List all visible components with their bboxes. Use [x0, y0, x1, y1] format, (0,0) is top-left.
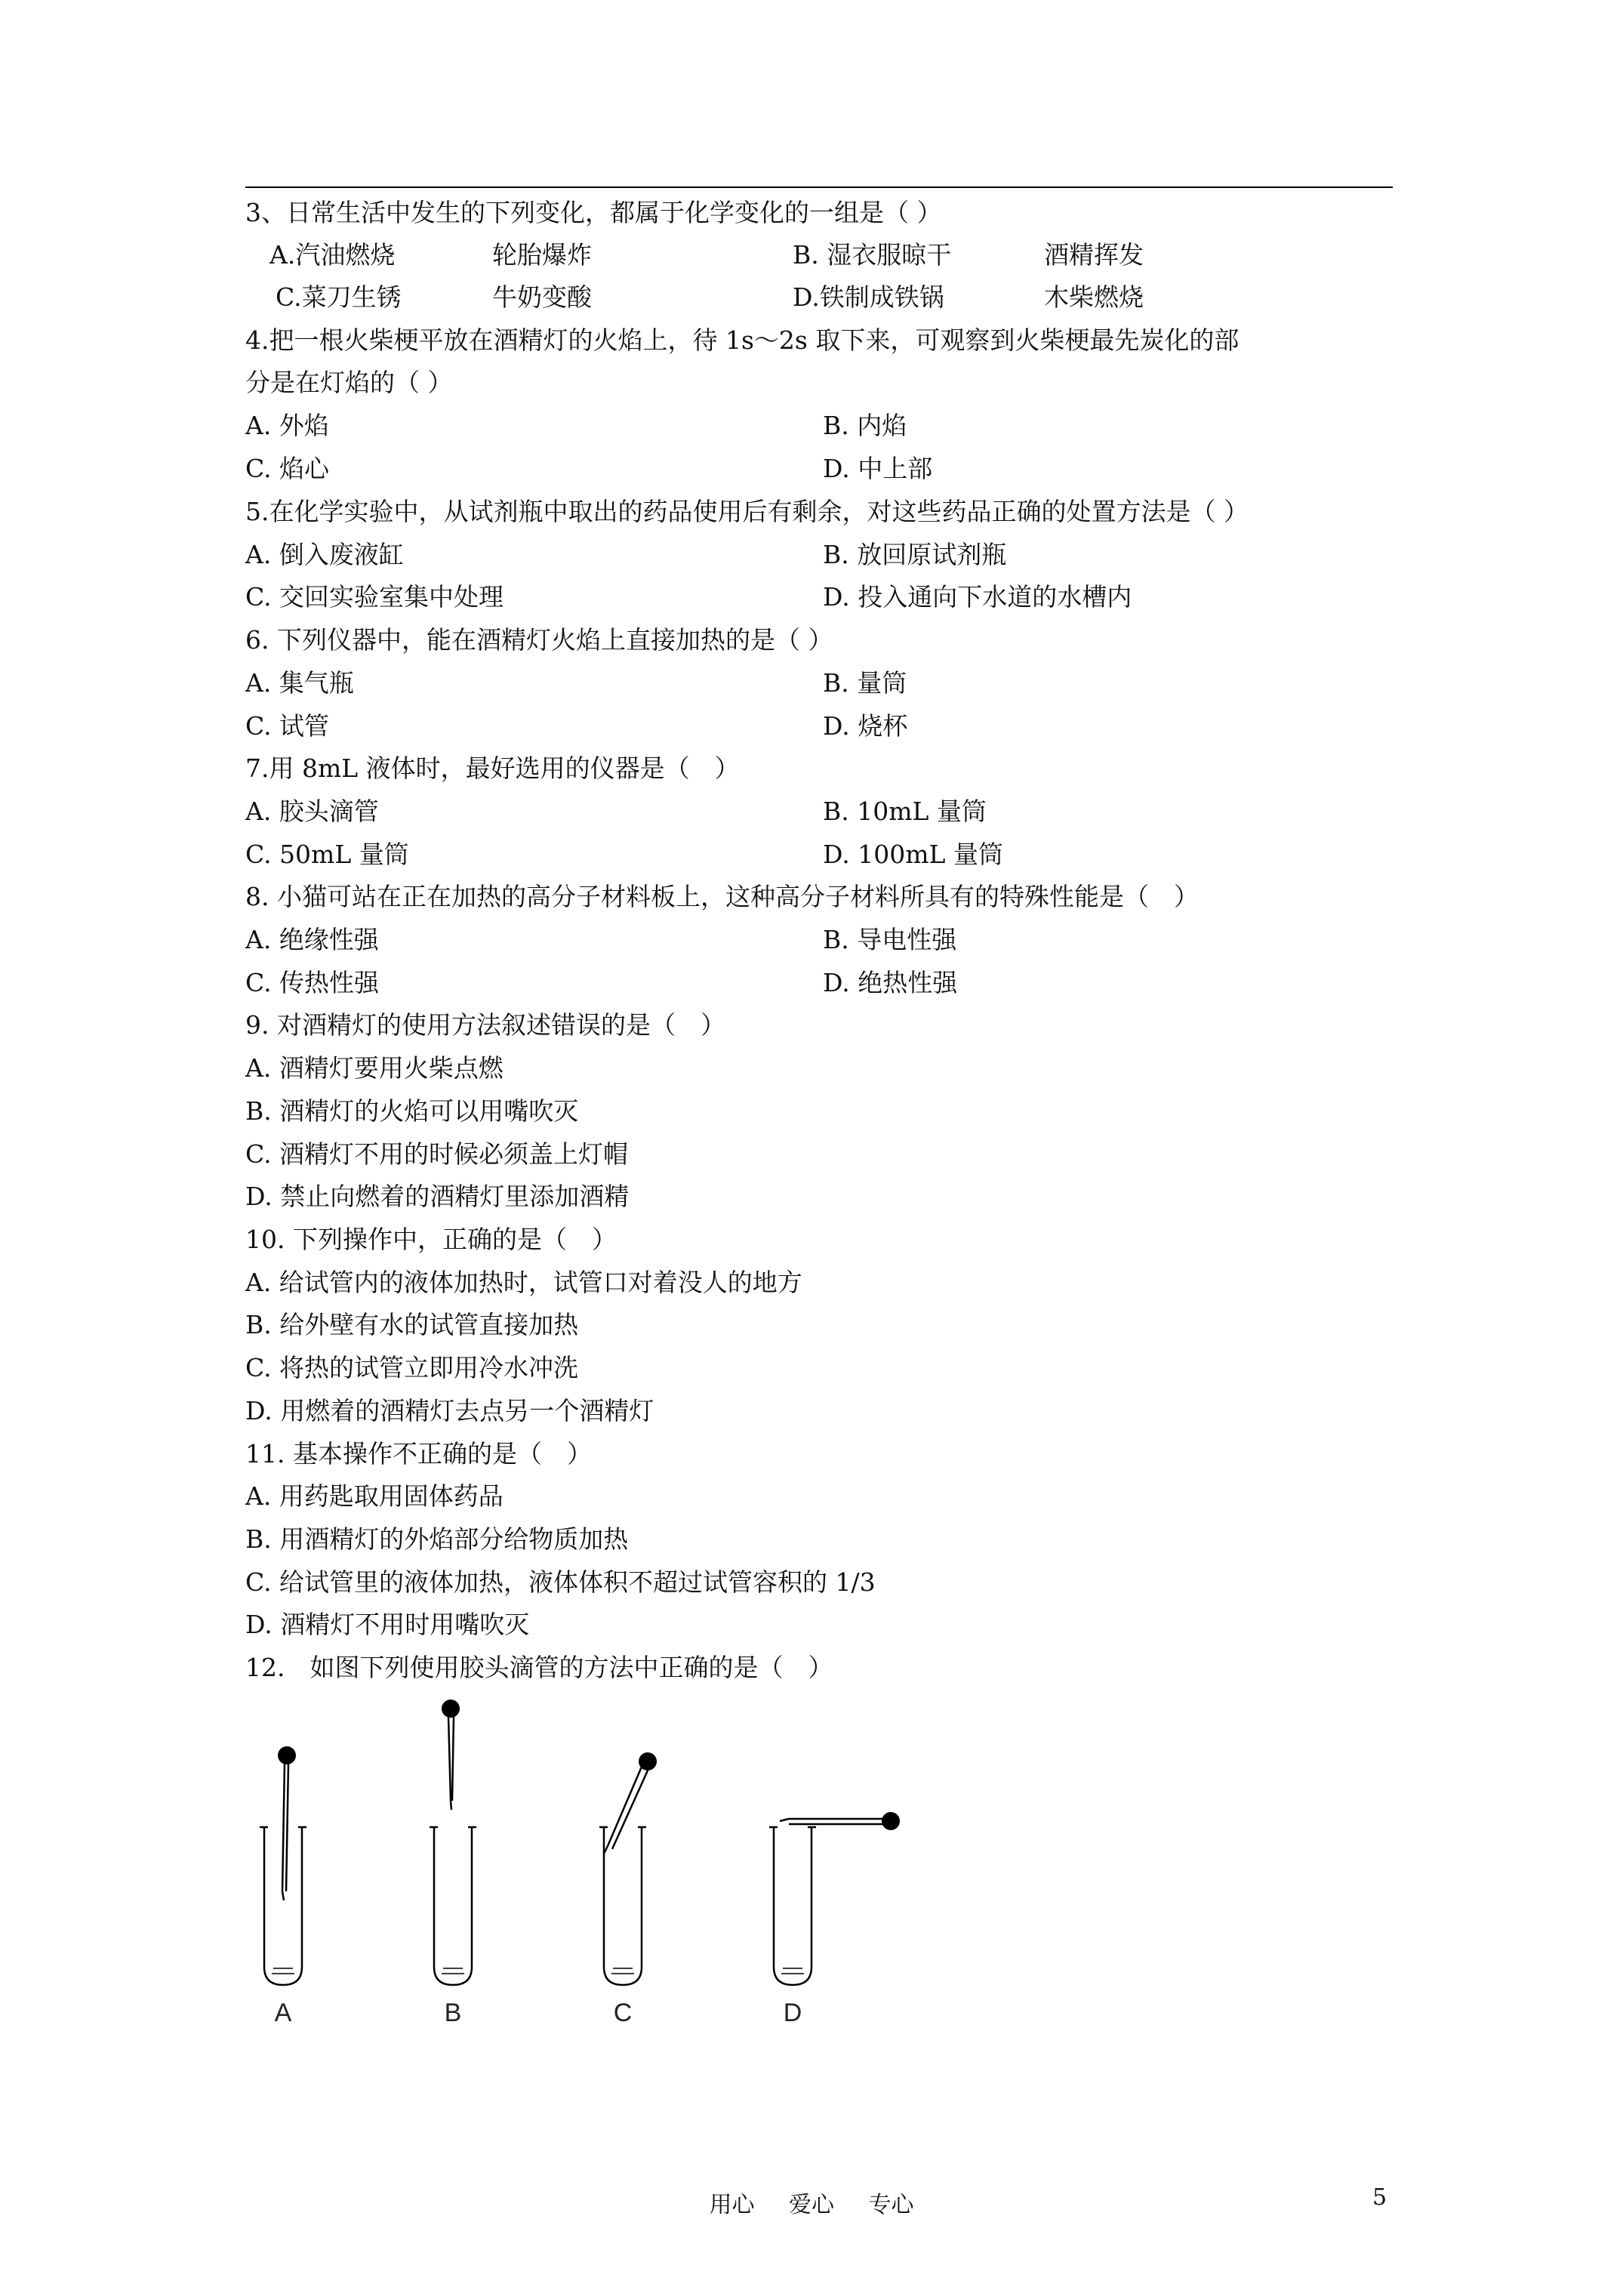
q10-option-d: D. 用燃着的酒精灯去点另一个酒精灯: [245, 1396, 654, 1425]
q3-option-b2: 酒精挥发: [1044, 240, 1144, 270]
q8-option-b: B. 导电性强: [823, 925, 957, 954]
q3-option-b1: B. 湿衣服晾干: [793, 240, 952, 270]
q10-stem: 10. 下列操作中，正确的是（ ）: [245, 1225, 617, 1254]
q6-option-c: C. 试管: [245, 711, 330, 741]
q3-stem: 3、日常生活中发生的下列变化，都属于化学变化的一组是（ ）: [245, 198, 942, 227]
q6-option-b: B. 量筒: [823, 668, 907, 698]
q9-option-a: A. 酒精灯要用火柴点燃: [245, 1053, 504, 1083]
q11-option-c: C. 给试管里的液体加热，液体体积不超过试管容积的 1/3: [245, 1567, 876, 1597]
q8-option-c: C. 传热性强: [245, 968, 380, 997]
page-number: 5: [1372, 2184, 1387, 2211]
q5-option-b: B. 放回原试剂瓶: [823, 540, 1007, 569]
figure-label-d: D: [783, 1999, 802, 2027]
figure-label-c: C: [613, 1999, 633, 2027]
q4-stem-line1: 4.把一根火柴梗平放在酒精灯的火焰上，待 1s～2s 取下来，可观察到火柴梗最先炭化的部: [245, 325, 1240, 355]
q5-option-a: A. 倒入废液缸: [245, 540, 404, 569]
test-tube-c: [599, 1827, 646, 1985]
q10-option-b: B. 给外壁有水的试管直接加热: [245, 1310, 579, 1339]
q4-option-a: A. 外焰: [245, 411, 329, 440]
dropper-bulb-a: [278, 1746, 296, 1764]
test-tube-b: [430, 1827, 476, 1985]
q3-option-c1: C.菜刀生锈: [276, 282, 402, 312]
q5-stem: 5.在化学实验中，从试剂瓶中取出的药品使用后有剩余，对这些药品正确的处置方法是（ ）: [245, 497, 1249, 526]
q6-option-a: A. 集气瓶: [245, 668, 354, 698]
q11-option-d: D. 酒精灯不用时用嘴吹灭: [245, 1610, 530, 1639]
dropper-bulb-d: [882, 1812, 900, 1830]
q8-option-d: D. 绝热性强: [823, 968, 958, 997]
dropper-bulb-b: [442, 1700, 460, 1718]
dropper-figure: [249, 1695, 944, 2027]
q5-option-d: D. 投入通向下水道的水槽内: [823, 582, 1132, 612]
q8-stem: 8. 小猫可站在正在加热的高分子材料板上，这种高分子材料所具有的特殊性能是（ ）: [245, 882, 1199, 911]
footer-word-1: 用心: [709, 2192, 755, 2218]
q12-stem: 12. 如图下列使用胶头滴管的方法中正确的是（ ）: [245, 1653, 833, 1682]
q4-option-b: B. 内焰: [823, 411, 907, 440]
q5-option-c: C. 交回实验室集中处理: [245, 582, 504, 612]
q7-stem: 7.用 8mL 液体时，最好选用的仪器是（ ）: [245, 754, 740, 783]
q7-option-d: D. 100mL 量筒: [823, 840, 1003, 869]
q4-option-c: C. 焰心: [245, 454, 330, 483]
q3-option-c2: 牛奶变酸: [492, 282, 592, 312]
q9-option-b: B. 酒精灯的火焰可以用嘴吹灭: [245, 1096, 579, 1126]
header-rule: [245, 186, 1393, 188]
dropper-b: [448, 1716, 454, 1810]
q11-option-b: B. 用酒精灯的外焰部分给物质加热: [245, 1524, 629, 1554]
q7-option-a: A. 胶头滴管: [245, 797, 379, 826]
q6-stem: 6. 下列仪器中，能在酒精灯火焰上直接加热的是（ ）: [245, 625, 833, 655]
q11-option-a: A. 用药匙取用固体药品: [245, 1481, 504, 1511]
q4-option-d: D. 中上部: [823, 454, 933, 483]
q4-stem-line2: 分是在灯焰的（ ）: [245, 368, 453, 397]
q9-stem: 9. 对酒精灯的使用方法叙述错误的是（ ）: [245, 1010, 725, 1040]
q11-stem: 11. 基本操作不正确的是（ ）: [245, 1439, 592, 1469]
q10-option-c: C. 将热的试管立即用冷水冲洗: [245, 1353, 579, 1382]
footer-word-2: 爱心: [789, 2192, 834, 2218]
q9-option-c: C. 酒精灯不用的时候必须盖上灯帽: [245, 1139, 629, 1169]
q10-option-a: A. 给试管内的液体加热时，试管口对着没人的地方: [245, 1268, 802, 1297]
test-tube-d: [769, 1827, 816, 1985]
dropper-d: [780, 1819, 883, 1824]
figure-label-a: A: [274, 1999, 292, 2027]
q3-option-d1: D.铁制成铁锅: [793, 282, 944, 312]
q7-option-b: B. 10mL 量筒: [823, 797, 987, 826]
q3-option-a2: 轮胎爆炸: [492, 240, 592, 270]
q9-option-d: D. 禁止向燃着的酒精灯里添加酒精: [245, 1182, 630, 1211]
q3-option-a1: A.汽油燃烧: [269, 240, 396, 270]
dropper-a: [282, 1763, 288, 1900]
figure-label-b: B: [444, 1999, 462, 2027]
q8-option-a: A. 绝缘性强: [245, 925, 379, 954]
q6-option-d: D. 烧杯: [823, 711, 908, 741]
q3-option-d2: 木柴燃烧: [1044, 282, 1144, 312]
footer-word-3: 专心: [868, 2192, 914, 2218]
q7-option-c: C. 50mL 量筒: [245, 840, 409, 869]
dropper-bulb-c: [639, 1752, 657, 1771]
